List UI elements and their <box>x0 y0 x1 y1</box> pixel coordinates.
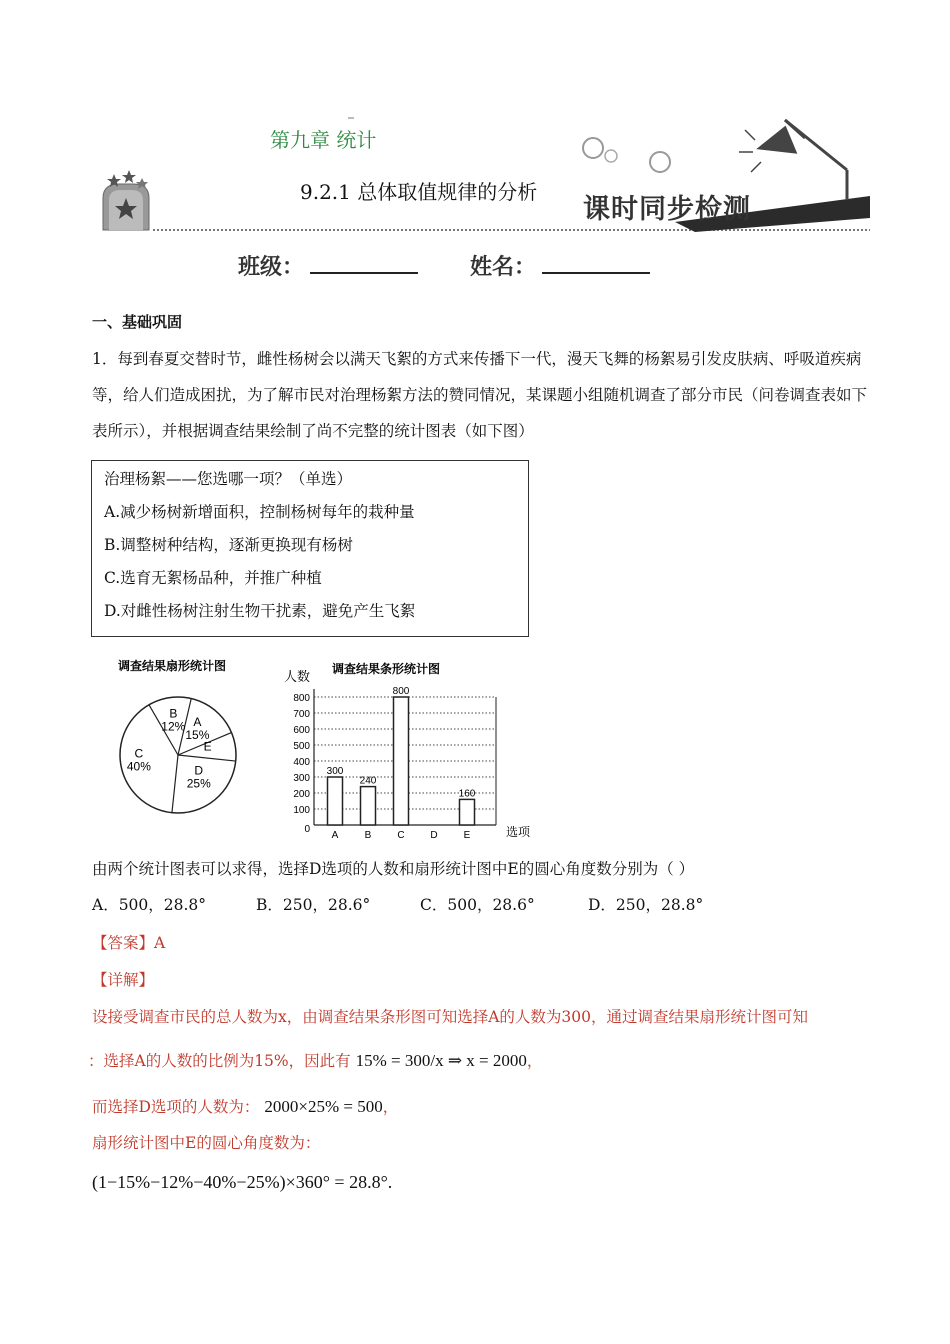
bar-ytick-label: 300 <box>293 773 310 784</box>
survey-line: A.减少杨树新增面积，控制杨树每年的栽种量 <box>104 503 415 521</box>
pie-slice-label-D: D 25% <box>186 763 211 791</box>
bar-xtick-label: B <box>364 830 372 841</box>
bar-xtick-label: D <box>430 830 438 841</box>
chapter-title: 第九章 统计 <box>270 128 377 152</box>
detail-label: 【详解】 <box>92 971 155 989</box>
bar-C <box>394 697 409 825</box>
bar-ytick-label: 100 <box>293 805 310 816</box>
bar-ytick-label: 800 <box>293 693 310 704</box>
lesson-title: 9.2.1 总体取值规律的分析 <box>300 180 538 204</box>
bar-ytick-label: 200 <box>293 789 310 800</box>
pie-chart-title: 调查结果扇形统计图 <box>118 659 227 673</box>
bar-ytick-label: 0 <box>304 824 310 835</box>
solution-line-1: 设接受调查市民的总人数为x，由调查结果条形图可知选择A的人数为300，通过调查结果扇形统计图可知 <box>92 1008 809 1026</box>
solution-line-2-text: ：选择A的人数的比例为15%，因此有 <box>88 1052 351 1070</box>
name-label: 姓名： <box>470 254 537 280</box>
bar-xtick-label: A <box>331 830 339 841</box>
option-b[interactable]: B．250，28.6° <box>256 896 371 914</box>
solution-line-2: ：选择A的人数的比例为15%，因此有 15% = 300/x ⇒ x = 2000， <box>88 1051 543 1070</box>
header-graphic <box>95 100 875 240</box>
pie-slice-label-E: E <box>203 739 212 754</box>
bar-value-label-B: 240 <box>359 775 377 787</box>
bar-B <box>361 787 376 825</box>
solution-line-3: 而选择D选项的人数为： 2000×25% = 500， <box>92 1097 399 1116</box>
pie-chart <box>100 655 260 845</box>
bar-ytick-label: 500 <box>293 741 310 752</box>
class-label: 班级： <box>238 254 305 280</box>
name-field <box>470 250 650 281</box>
bar-value-label-C: 800 <box>392 686 410 697</box>
class-blank[interactable] <box>310 254 418 274</box>
survey-table <box>91 460 529 637</box>
bar-ytick-label: 700 <box>293 709 310 720</box>
survey-line: B.调整树种结构，逐渐更换现有杨树 <box>104 536 353 554</box>
class-field <box>238 250 418 281</box>
desk-lamp-icon <box>739 120 847 200</box>
option-a[interactable]: A．500，28.8° <box>92 896 207 914</box>
name-blank[interactable] <box>542 254 650 274</box>
section-title: 一、基础巩固 <box>92 313 183 331</box>
bar-xtick-label: E <box>463 830 471 841</box>
bar-ylabel: 人数 <box>284 669 311 684</box>
angle-equation: (1−15%−12%−40%−25%)×360° = 28.8°. <box>92 1172 393 1192</box>
bar-value-label-E: 160 <box>458 788 476 800</box>
bar-value-label-A: 300 <box>326 766 344 777</box>
bar-ytick-label: 400 <box>293 757 310 768</box>
bar-E <box>460 799 475 825</box>
bubble-icon <box>583 138 603 158</box>
survey-line: D.对雌性杨树注射生物干扰素，避免产生飞絮 <box>104 602 416 620</box>
pie-slice-label-B: B 12% <box>161 706 186 734</box>
option-d[interactable]: D．250，28.8° <box>588 896 704 914</box>
pie-slice-label-C: C 40% <box>126 746 151 774</box>
bar-chart <box>270 655 540 845</box>
bar-ytick-label: 600 <box>293 725 310 736</box>
bar-xtick-label: C <box>397 830 405 841</box>
question-prompt: 由两个统计图表可以求得，选择D选项的人数和扇形统计图中E的圆心角度数分别为（ ） <box>92 860 695 878</box>
bar-A <box>328 777 343 825</box>
solution-line-3-text: 而选择D选项的人数为： <box>92 1098 260 1116</box>
option-c[interactable]: C．500，28.6° <box>420 896 535 914</box>
star-badge-icon <box>103 170 149 230</box>
bar-chart-title: 调查结果条形统计图 <box>332 662 441 676</box>
question-stem: 1．每到春夏交替时节，雌性杨树会以满天飞絮的方式来传播下一代，漫天飞舞的杨絮易引发皮肤病、呼吸道疾病等，给人们造成困扰，为了解市民对治理杨絮方法的赞同情况，某课题小组随机调查了部分市民（问卷调查表如下表所示），并根据调查结果绘制了尚不完整的统计图表（如下图） <box>92 350 868 440</box>
solution-line-4: 扇形统计图中E的圆心角度数为： <box>92 1134 321 1152</box>
pie-slice-label-A: A 15% <box>185 715 210 743</box>
fraction-equation: 15% = 300/x ⇒ x = 2000 <box>355 1051 527 1070</box>
answer-label: 【答案】A <box>92 934 166 952</box>
bar-xlabel: 选项 <box>506 825 531 839</box>
badge-title: 课时同步检测 <box>583 194 751 225</box>
survey-line: C.选育无絮杨品种，并推广种植 <box>104 569 322 587</box>
d-count-equation: 2000×25% = 500 <box>264 1097 383 1116</box>
survey-line: 治理杨絮——您选哪一项？（单选） <box>104 470 353 488</box>
